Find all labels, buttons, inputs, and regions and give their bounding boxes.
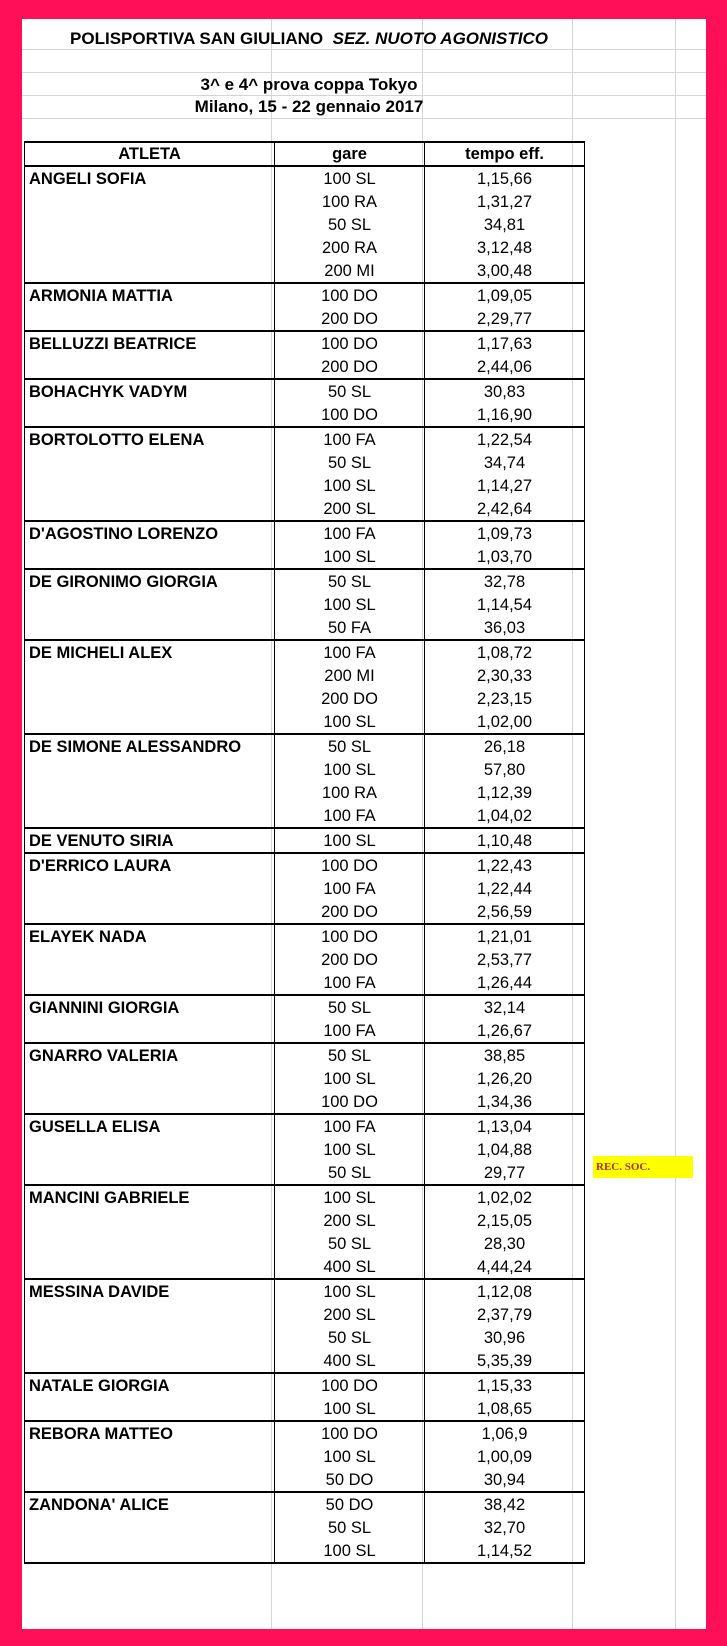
race-cell: 50 SL [275, 379, 425, 403]
time-cell: 26,18 [425, 734, 585, 758]
time-cell: 2,23,15 [425, 687, 585, 710]
athlete-name: DE SIMONE ALESSANDRO [25, 734, 275, 758]
athlete-name [25, 451, 275, 474]
athlete-name [25, 971, 275, 995]
table-row [25, 995, 585, 1019]
table-row [25, 451, 585, 474]
time-cell: 34,81 [425, 213, 585, 236]
time-cell: 1,17,63 [425, 331, 585, 355]
athlete-name: ELAYEK NADA [25, 924, 275, 948]
time-cell: 32,14 [425, 995, 585, 1019]
athlete-name: GUSELLA ELISA [25, 1114, 275, 1138]
table-row [25, 1209, 585, 1232]
race-cell: 200 SL [275, 1303, 425, 1326]
time-cell: 1,22,54 [425, 427, 585, 451]
athlete-name: GIANNINI GIORGIA [25, 995, 275, 1019]
race-cell: 100 FA [275, 1114, 425, 1138]
grid-line [675, 19, 676, 1629]
time-cell: 1,22,43 [425, 853, 585, 877]
time-cell: 1,16,90 [425, 403, 585, 427]
race-cell: 200 SL [275, 497, 425, 521]
table-row [25, 403, 585, 427]
athlete-name [25, 1232, 275, 1255]
time-cell: 36,03 [425, 616, 585, 640]
athlete-name [25, 545, 275, 569]
time-cell: 3,12,48 [425, 236, 585, 259]
table-row [25, 1421, 585, 1445]
table-row [25, 877, 585, 900]
athlete-name [25, 1090, 275, 1114]
race-cell: 100 SL [275, 1185, 425, 1209]
table-row [25, 1492, 585, 1516]
event-name: 3^ e 4^ prova coppa Tokyo [200, 75, 418, 94]
athlete-name [25, 1349, 275, 1373]
athlete-name [25, 1303, 275, 1326]
time-cell: 2,15,05 [425, 1209, 585, 1232]
table-row [25, 1349, 585, 1373]
athlete-name [25, 1326, 275, 1349]
athlete-name [25, 687, 275, 710]
athlete-name [25, 948, 275, 971]
athlete-name [25, 307, 275, 331]
race-cell: 100 FA [275, 804, 425, 828]
results-table [24, 141, 585, 1564]
race-cell: 100 SL [275, 1539, 425, 1563]
race-cell: 100 SL [275, 1067, 425, 1090]
time-cell: 1,26,20 [425, 1067, 585, 1090]
race-cell: 200 MI [275, 664, 425, 687]
time-cell: 1,10,48 [425, 828, 585, 853]
table-row [25, 283, 585, 307]
race-cell: 100 DO [275, 403, 425, 427]
race-cell: 100 FA [275, 1019, 425, 1043]
athlete-name: D'AGOSTINO LORENZO [25, 521, 275, 545]
table-row [25, 1255, 585, 1279]
race-cell: 400 SL [275, 1349, 425, 1373]
race-cell: 100 DO [275, 853, 425, 877]
race-cell: 100 SL [275, 1445, 425, 1468]
table-row [25, 687, 585, 710]
table-row [25, 1114, 585, 1138]
table-row [25, 781, 585, 804]
race-cell: 100 DO [275, 1373, 425, 1397]
race-cell: 50 SL [275, 1043, 425, 1067]
race-cell: 200 MI [275, 259, 425, 283]
race-cell: 50 SL [275, 734, 425, 758]
race-cell: 50 SL [275, 1232, 425, 1255]
athlete-name [25, 758, 275, 781]
race-cell: 100 SL [275, 1397, 425, 1421]
time-cell: 28,30 [425, 1232, 585, 1255]
col-race: gare [275, 142, 425, 166]
race-cell: 100 DO [275, 1421, 425, 1445]
time-cell: 1,09,05 [425, 283, 585, 307]
race-cell: 50 SL [275, 451, 425, 474]
race-cell: 100 FA [275, 640, 425, 664]
race-cell: 50 SL [275, 569, 425, 593]
time-cell: 1,08,72 [425, 640, 585, 664]
table-row [25, 900, 585, 924]
race-cell: 100 SL [275, 593, 425, 616]
race-cell: 50 SL [275, 1161, 425, 1185]
race-cell: 100 SL [275, 474, 425, 497]
athlete-name: BOHACHYK VADYM [25, 379, 275, 403]
athlete-name [25, 781, 275, 804]
race-cell: 100 FA [275, 971, 425, 995]
athlete-name [25, 900, 275, 924]
table-row [25, 1232, 585, 1255]
col-athlete: ATLETA [25, 142, 275, 166]
time-cell: 1,14,54 [425, 593, 585, 616]
time-cell: 1,02,00 [425, 710, 585, 734]
time-cell: 38,85 [425, 1043, 585, 1067]
table-row [25, 1090, 585, 1114]
table-row [25, 1138, 585, 1161]
table-row [25, 545, 585, 569]
table-row [25, 355, 585, 379]
race-cell: 200 DO [275, 307, 425, 331]
time-cell: 30,83 [425, 379, 585, 403]
time-cell: 1,12,39 [425, 781, 585, 804]
race-cell: 400 SL [275, 1255, 425, 1279]
table-row [25, 1516, 585, 1539]
race-cell: 200 SL [275, 1209, 425, 1232]
time-cell: 1,06,9 [425, 1421, 585, 1445]
race-cell: 100 FA [275, 877, 425, 900]
record-badge: REC. SOC. [593, 1156, 693, 1178]
time-cell: 29,77 [425, 1161, 585, 1185]
table-row [25, 1279, 585, 1303]
athlete-name: DE VENUTO SIRIA [25, 828, 275, 853]
time-cell: 1,00,09 [425, 1445, 585, 1468]
athlete-name: GNARRO VALERIA [25, 1043, 275, 1067]
table-row [25, 166, 585, 190]
time-cell: 2,53,77 [425, 948, 585, 971]
athlete-name [25, 1445, 275, 1468]
race-cell: 100 SL [275, 710, 425, 734]
table-row [25, 236, 585, 259]
table-row [25, 853, 585, 877]
athlete-name [25, 1067, 275, 1090]
race-cell: 100 SL [275, 828, 425, 853]
athlete-name: DE MICHELI ALEX [25, 640, 275, 664]
table-row [25, 307, 585, 331]
athlete-name [25, 1397, 275, 1421]
time-cell: 30,96 [425, 1326, 585, 1349]
table-row [25, 331, 585, 355]
race-cell: 200 RA [275, 236, 425, 259]
time-cell: 34,74 [425, 451, 585, 474]
time-cell: 1,14,52 [425, 1539, 585, 1563]
athlete-name [25, 190, 275, 213]
time-cell: 38,42 [425, 1492, 585, 1516]
race-cell: 100 SL [275, 1279, 425, 1303]
time-cell: 1,13,04 [425, 1114, 585, 1138]
athlete-name: ZANDONA' ALICE [25, 1492, 275, 1516]
race-cell: 100 SL [275, 1138, 425, 1161]
athlete-name [25, 474, 275, 497]
spreadsheet [22, 19, 706, 1629]
athlete-name: MESSINA DAVIDE [25, 1279, 275, 1303]
table-row [25, 1067, 585, 1090]
time-cell: 1,21,01 [425, 924, 585, 948]
athlete-name: ARMONIA MATTIA [25, 283, 275, 307]
athlete-name: REBORA MATTEO [25, 1421, 275, 1445]
race-cell: 100 SL [275, 166, 425, 190]
race-cell: 50 DO [275, 1468, 425, 1492]
time-cell: 1,02,02 [425, 1185, 585, 1209]
time-cell: 1,22,44 [425, 877, 585, 900]
time-cell: 1,26,67 [425, 1019, 585, 1043]
time-cell: 1,26,44 [425, 971, 585, 995]
table-row [25, 1185, 585, 1209]
athlete-name [25, 403, 275, 427]
time-cell: 2,37,79 [425, 1303, 585, 1326]
time-cell: 1,31,27 [425, 190, 585, 213]
table-row [25, 1326, 585, 1349]
athlete-name [25, 1209, 275, 1232]
time-cell: 1,14,27 [425, 474, 585, 497]
race-cell: 50 SL [275, 1326, 425, 1349]
race-cell: 100 RA [275, 781, 425, 804]
race-cell: 100 DO [275, 331, 425, 355]
race-cell: 100 RA [275, 190, 425, 213]
athlete-name: DE GIRONIMO GIORGIA [25, 569, 275, 593]
athlete-name [25, 710, 275, 734]
time-cell: 1,04,88 [425, 1138, 585, 1161]
athlete-name [25, 616, 275, 640]
time-cell: 4,44,24 [425, 1255, 585, 1279]
table-row [25, 640, 585, 664]
time-cell: 5,35,39 [425, 1349, 585, 1373]
table-row [25, 1468, 585, 1492]
athlete-name: BELLUZZI BEATRICE [25, 331, 275, 355]
athlete-name [25, 259, 275, 283]
race-cell: 100 DO [275, 283, 425, 307]
table-row [25, 710, 585, 734]
table-row [25, 593, 585, 616]
time-cell: 1,09,73 [425, 521, 585, 545]
table-row [25, 259, 585, 283]
race-cell: 50 SL [275, 213, 425, 236]
athlete-name: ANGELI SOFIA [25, 166, 275, 190]
athlete-name [25, 593, 275, 616]
time-cell: 2,30,33 [425, 664, 585, 687]
athlete-name [25, 1468, 275, 1492]
athlete-name [25, 804, 275, 828]
table-row [25, 1303, 585, 1326]
race-cell: 100 DO [275, 1090, 425, 1114]
race-cell: 200 DO [275, 355, 425, 379]
col-time: tempo eff. [425, 142, 585, 166]
table-row [25, 190, 585, 213]
table-row [25, 1445, 585, 1468]
table-row [25, 213, 585, 236]
table-row [25, 828, 585, 853]
table-row [25, 427, 585, 451]
race-cell: 200 DO [275, 687, 425, 710]
athlete-name [25, 355, 275, 379]
race-cell: 100 DO [275, 924, 425, 948]
time-cell: 57,80 [425, 758, 585, 781]
place-date: Milano, 15 - 22 gennaio 2017 [194, 97, 424, 116]
org-name: POLISPORTIVA SAN GIULIANO [70, 29, 324, 48]
athlete-name [25, 213, 275, 236]
time-cell: 32,78 [425, 569, 585, 593]
header-row [25, 142, 585, 166]
time-cell: 32,70 [425, 1516, 585, 1539]
athlete-name [25, 877, 275, 900]
time-cell: 1,15,33 [425, 1373, 585, 1397]
table-row [25, 664, 585, 687]
athlete-name: D'ERRICO LAURA [25, 853, 275, 877]
race-cell: 100 SL [275, 758, 425, 781]
athlete-name [25, 497, 275, 521]
athlete-name [25, 1019, 275, 1043]
table-row [25, 616, 585, 640]
results-body [25, 166, 585, 1563]
table-row [25, 379, 585, 403]
section-name: SEZ. NUOTO AGONISTICO [332, 29, 548, 48]
athlete-name: NATALE GIORGIA [25, 1373, 275, 1397]
table-row [25, 1397, 585, 1421]
athlete-name [25, 664, 275, 687]
time-cell: 1,15,66 [425, 166, 585, 190]
table-row [25, 474, 585, 497]
race-cell: 100 SL [275, 545, 425, 569]
athlete-name [25, 1539, 275, 1563]
athlete-name: MANCINI GABRIELE [25, 1185, 275, 1209]
race-cell: 50 SL [275, 1516, 425, 1539]
table-row [25, 1043, 585, 1067]
race-cell: 50 DO [275, 1492, 425, 1516]
race-cell: 50 SL [275, 995, 425, 1019]
race-cell: 200 DO [275, 900, 425, 924]
table-row [25, 569, 585, 593]
race-cell: 200 DO [275, 948, 425, 971]
table-row [25, 734, 585, 758]
time-cell: 2,29,77 [425, 307, 585, 331]
athlete-name [25, 1161, 275, 1185]
time-cell: 2,56,59 [425, 900, 585, 924]
table-row [25, 924, 585, 948]
table-row [25, 1161, 585, 1185]
table-row [25, 497, 585, 521]
race-cell: 100 FA [275, 521, 425, 545]
table-row [25, 1019, 585, 1043]
table-row [25, 758, 585, 781]
athlete-name: BORTOLOTTO ELENA [25, 427, 275, 451]
time-cell: 1,34,36 [425, 1090, 585, 1114]
time-cell: 2,44,06 [425, 355, 585, 379]
athlete-name [25, 1138, 275, 1161]
race-cell: 100 FA [275, 427, 425, 451]
time-cell: 2,42,64 [425, 497, 585, 521]
race-cell: 50 FA [275, 616, 425, 640]
time-cell: 1,08,65 [425, 1397, 585, 1421]
athlete-name [25, 1516, 275, 1539]
time-cell: 30,94 [425, 1468, 585, 1492]
athlete-name [25, 236, 275, 259]
time-cell: 1,04,02 [425, 804, 585, 828]
table-row [25, 1373, 585, 1397]
table-row [25, 1539, 585, 1563]
time-cell: 3,00,48 [425, 259, 585, 283]
time-cell: 1,12,08 [425, 1279, 585, 1303]
title-line [22, 27, 596, 51]
table-row [25, 948, 585, 971]
time-cell: 1,03,70 [425, 545, 585, 569]
table-row [25, 804, 585, 828]
table-row [25, 521, 585, 545]
athlete-name [25, 1255, 275, 1279]
table-row [25, 971, 585, 995]
